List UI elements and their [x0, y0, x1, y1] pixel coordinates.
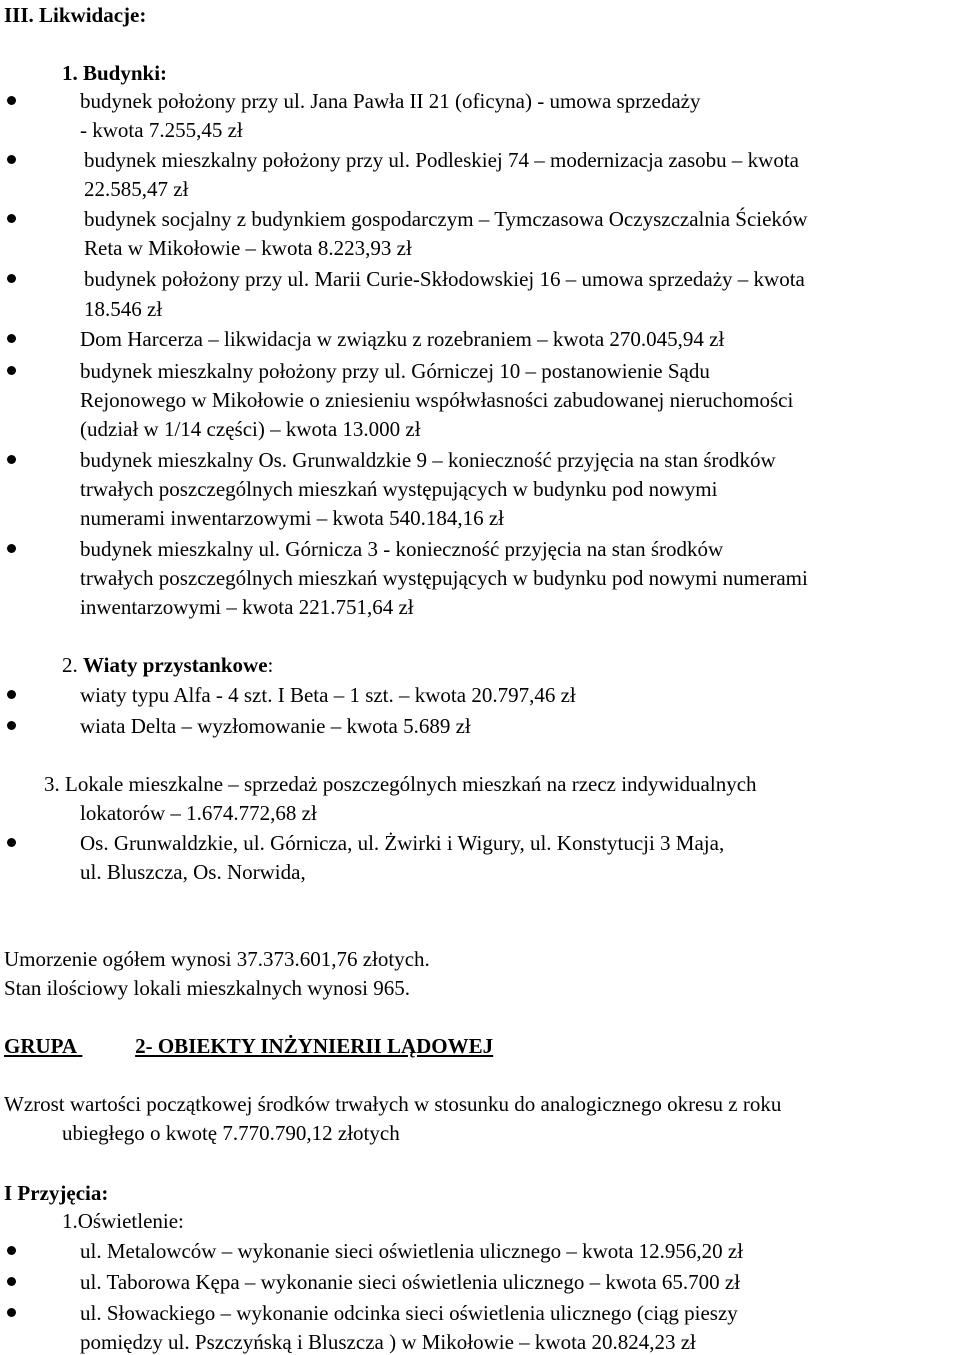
list-item-text: Rejonowego w Mikołowie o zniesieniu współwłasności zabudowanej nieruchomości	[80, 388, 794, 412]
list-item-text: budynek socjalny z budynkiem gospodarczym – Tymczasowa Oczyszczalnia Ścieków	[84, 207, 808, 231]
list-item-text: wiaty typu Alfa - 4 szt. I Beta – 1 szt. – kwota 20.797,46 zł	[80, 683, 576, 707]
subsection-title-bold: Wiaty przystankowe	[83, 653, 268, 677]
group-title: 2- OBIEKTY INŻYNIERII LĄDOWEJ	[135, 1034, 494, 1058]
growth-paragraph-line: Wzrost wartości początkowej środków trwałych w stosunku do analogicznego okresu z roku	[4, 1092, 782, 1116]
bullet-icon	[7, 96, 16, 105]
bullet-icon	[7, 334, 16, 343]
list-item-text: ul. Metalowców – wykonanie sieci oświetlenia ulicznego – kwota 12.956,20 zł	[80, 1239, 744, 1263]
list-item-text: Os. Grunwaldzkie, ul. Górnicza, ul. Żwirki i Wigury, ul. Konstytucji 3 Maja,	[80, 831, 725, 855]
list-item-text: ul. Bluszcza, Os. Norwida,	[80, 860, 306, 884]
summary-line: Stan ilościowy lokali mieszkalnych wynosi 965.	[4, 976, 410, 1000]
subsection-lokale-line: lokatorów – 1.674.772,68 zł	[80, 801, 317, 825]
list-item-text: trwałych poszczególnych mieszkań występujących w budynku pod nowymi numerami	[80, 566, 808, 590]
subsection-oswietlenie-title: 1.Oświetlenie:	[62, 1209, 184, 1233]
list-item-text: budynek położony przy ul. Marii Curie-Skłodowskiej 16 – umowa sprzedaży – kwota	[84, 267, 805, 291]
list-item-text: ul. Słowackiego – wykonanie odcinka sieci oświetlenia ulicznego (ciąg pieszy	[80, 1301, 738, 1325]
group-label: GRUPA	[4, 1034, 78, 1058]
list-item-text: 22.585,47 zł	[84, 177, 189, 201]
list-item-text: budynek położony przy ul. Jana Pawła II 21 (oficyna) - umowa sprzedaży	[80, 89, 701, 113]
section-heading-likwidacje: III. Likwidacje:	[4, 3, 147, 27]
subsection-wiaty-title	[62, 652, 273, 678]
list-item-text: wiata Delta – wyzłomowanie – kwota 5.689 zł	[80, 714, 471, 738]
list-item-text: inwentarzowymi – kwota 221.751,64 zł	[80, 595, 414, 619]
list-item-text: - kwota 7.255,45 zł	[80, 118, 243, 142]
bullet-icon	[7, 455, 16, 464]
group-heading	[4, 1033, 493, 1059]
bullet-icon	[7, 274, 16, 283]
bullet-icon	[7, 544, 16, 553]
subsection-budynki-title: 1. Budynki:	[62, 61, 168, 85]
list-item-text: numerami inwentarzowymi – kwota 540.184,16 zł	[80, 506, 504, 530]
list-item-text: pomiędzy ul. Pszczyńską i Bluszcza ) w Mikołowie – kwota 20.824,23 zł	[80, 1330, 696, 1354]
bullet-icon	[7, 155, 16, 164]
list-item-text: budynek mieszkalny ul. Górnicza 3 - konieczność przyjęcia na stan środków	[80, 537, 724, 561]
subsection-number: 2.	[62, 653, 83, 677]
list-item-text: 18.546 zł	[84, 297, 163, 321]
group-gap	[77, 1033, 135, 1059]
bullet-icon	[7, 690, 16, 699]
list-item-text: budynek mieszkalny Os. Grunwaldzkie 9 – konieczność przyjęcia na stan środków	[80, 448, 776, 472]
summary-line: Umorzenie ogółem wynosi 37.373.601,76 złotych.	[4, 947, 430, 971]
growth-paragraph-line: ubiegłego o kwotę 7.770.790,12 złotych	[62, 1121, 400, 1145]
list-item-text: budynek mieszkalny położony przy ul. Górniczej 10 – postanowienie Sądu	[80, 359, 710, 383]
bullet-icon	[7, 214, 16, 223]
list-item-text: (udział w 1/14 części) – kwota 13.000 zł	[80, 417, 421, 441]
bullet-icon	[7, 1246, 16, 1255]
list-item-text: budynek mieszkalny położony przy ul. Podleskiej 74 – modernizacja zasobu – kwota	[84, 148, 799, 172]
list-item-text: Dom Harcerza – likwidacja w związku z rozebraniem – kwota 270.045,94 zł	[80, 327, 725, 351]
list-item-text: trwałych poszczególnych mieszkań występujących w budynku pod nowymi	[80, 477, 718, 501]
bullet-icon	[7, 838, 16, 847]
list-item-text: Reta w Mikołowie – kwota 8.223,93 zł	[84, 236, 412, 260]
subsection-lokale-line: 3. Lokale mieszkalne – sprzedaż poszczególnych mieszkań na rzecz indywidualnych	[44, 772, 757, 796]
bullet-icon	[7, 1277, 16, 1286]
bullet-icon	[7, 1308, 16, 1317]
bullet-icon	[7, 366, 16, 375]
bullet-icon	[7, 721, 16, 730]
list-item-text: ul. Taborowa Kępa – wykonanie sieci oświetlenia ulicznego – kwota 65.700 zł	[80, 1270, 741, 1294]
section-heading-przyjecia: I Przyjęcia:	[4, 1181, 109, 1205]
subsection-colon: :	[267, 653, 274, 677]
